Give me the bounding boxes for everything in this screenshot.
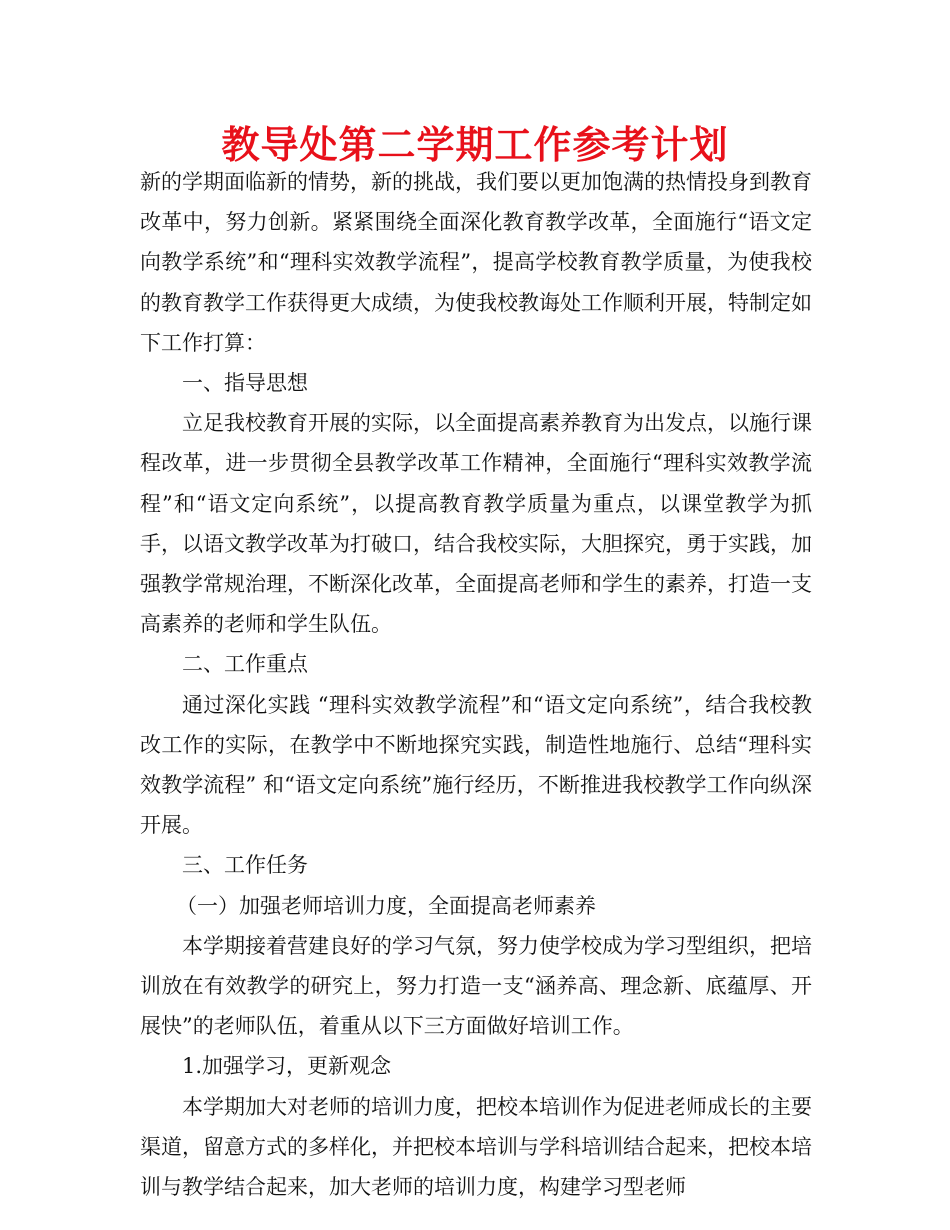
document-title: 教导处第二学期工作参考计划: [221, 123, 729, 167]
body-paragraph: 立足我校教育开展的实际，以全面提高素养教育为出发点，以施行课程改革，进一步贯彻全县教学改革工作精神，全面施行“理科实效教学流程”和“语文定向系统”，以提高教育教学质量为重点，以课堂教学为抓手，以语文教学改革为打破口，结合我校实际，大胆探究，勇于实践，加强教学常规治理，不断深化改革，全面提高老师和学生的素养，打造一支高素养的老师和学生队伍。: [140, 411, 812, 637]
body-paragraph: 新的学期面临新的情势，新的挑战，我们要以更加饱满的热情投身到教育改革中，努力创新。紧紧围绕全面深化教育教学改革，全面施行“语文定向教学系统”和“理科实效教学流程”，提高学校教育教学质量，为使我校的教育教学工作获得更大成绩，为使我校教诲处工作顺利开展，特制定如下工作打算：: [140, 170, 812, 355]
body-paragraph: 本学期接着营建良好的学习气氛，努力使学校成为学习型组织，把培训放在有效教学的研究上，努力打造一支“涵养高、理念新、底蕴厚、开展快”的老师队伍，着重从以下三方面做好培训工作。: [140, 933, 812, 1039]
section-heading: 1.加强学习，更新观念: [182, 1054, 392, 1079]
section-heading: 三、工作任务: [182, 853, 308, 878]
body-paragraph: 通过深化实践 “理科实效教学流程”和“语文定向系统”，结合我校教改工作的实际，在教学中不断地探究实践，制造性地施行、总结“理科实效教学流程” 和“语文定向系统”施行经历，不断推进我校教学工作向纵深开展。: [140, 692, 812, 838]
body-paragraph: 本学期加大对老师的培训力度，把校本培训作为促进老师成长的主要渠道，留意方式的多样化，并把校本培训与学科培训结合起来，把校本培训与教学结合起来，加大老师的培训力度，构建学习型老师: [140, 1094, 812, 1200]
section-heading: 一、指导思想: [182, 371, 308, 396]
document-body: [140, 162, 812, 1207]
section-heading: 二、工作重点: [182, 652, 308, 677]
section-heading: （一）加强老师培训力度，全面提高老师素养: [176, 893, 596, 918]
